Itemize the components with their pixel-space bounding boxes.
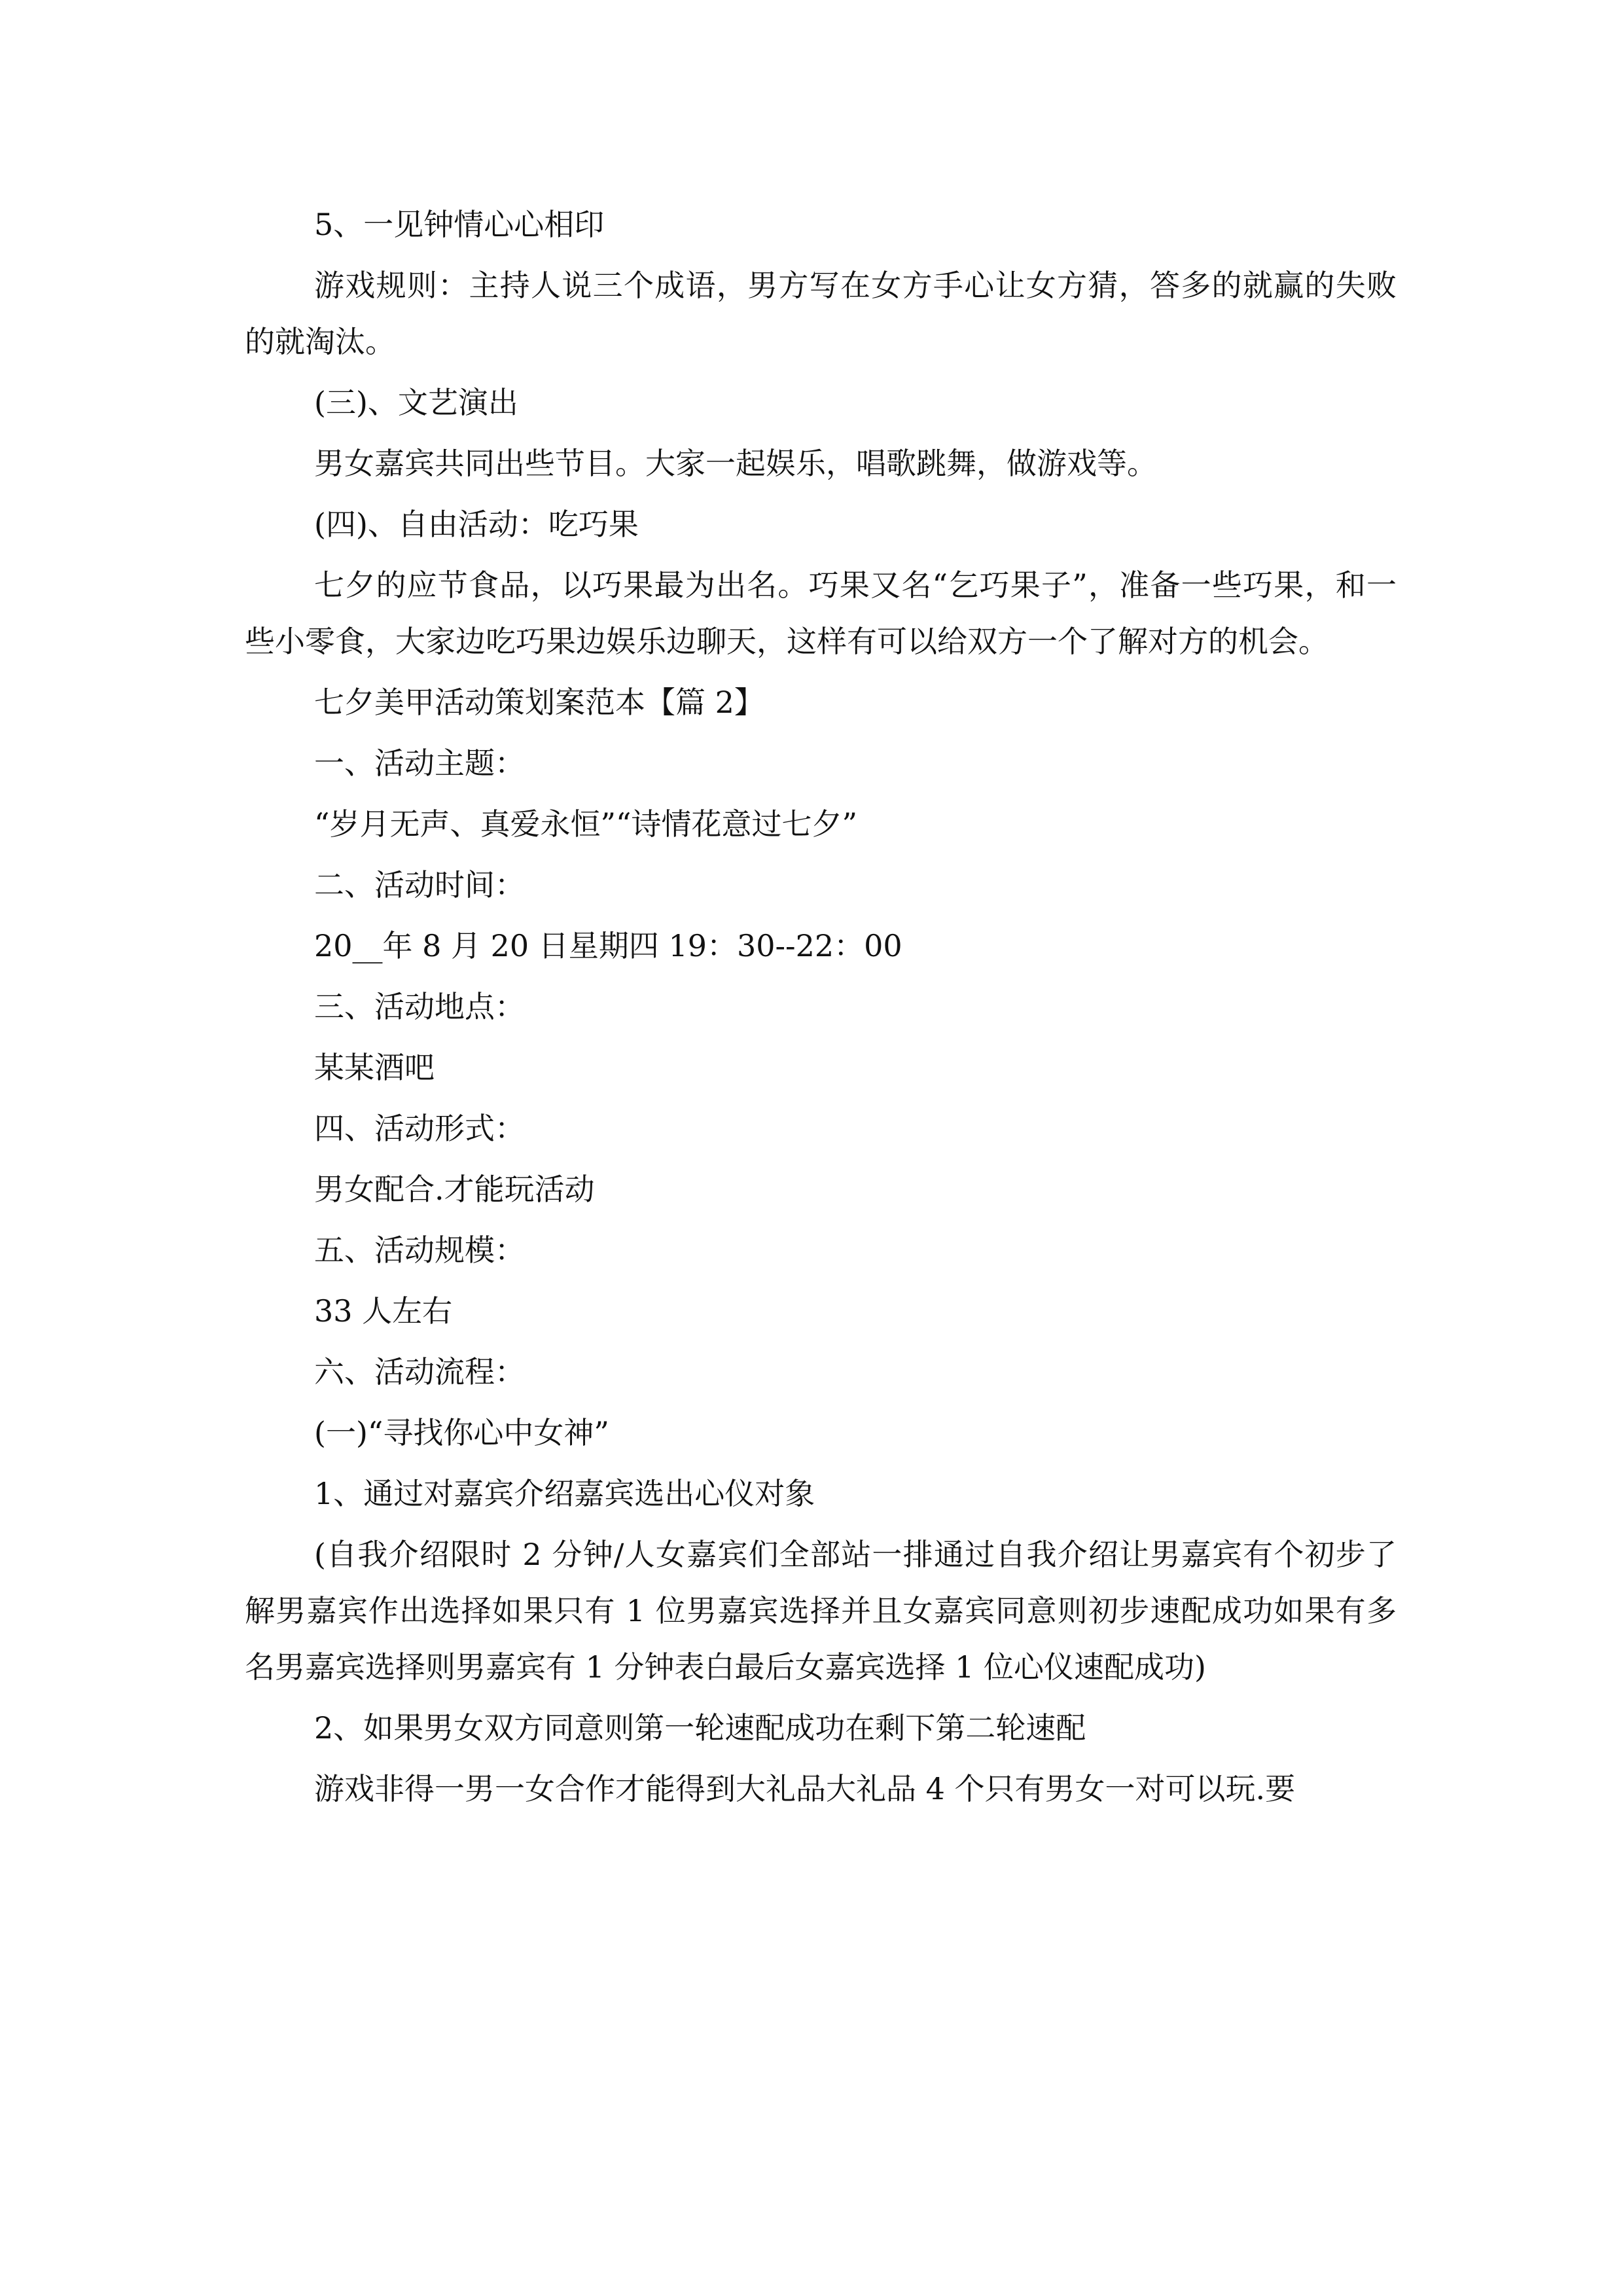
paragraph-performance-text: 男女嘉宾共同出些节目。大家一起娱乐，唱歌跳舞，做游戏等。 [314, 446, 1157, 481]
paragraph-time-text: 20__年 8 月 20 日星期四 19：30--22：00 [314, 928, 902, 963]
paragraph-location-text: 某某酒吧 [314, 1050, 435, 1085]
paragraph-heading-format: 四、活动形式： [314, 1111, 525, 1146]
paragraph-theme-text: “岁月无声、真爱永恒”“诗情花意过七夕” [314, 806, 858, 842]
paragraph-heading-time: 二、活动时间： [314, 867, 525, 903]
paragraph-heading-process: 六、活动流程： [314, 1354, 525, 1390]
paragraph-game-rules: 游戏规则：主持人说三个成语，男方写在女方手心让女方猜，答多的就赢的失败的就淘汰。 [245, 268, 1397, 359]
paragraph-format-text: 男女配合.才能玩活动 [314, 1172, 595, 1207]
paragraph-scale-text: 33 人左右 [314, 1293, 453, 1329]
paragraph-free-activity-text: 七夕的应节食品，以巧果最为出名。巧果又名“乞巧果子”，准备一些巧果，和一些小零食，大家边吃巧果边娱乐边聊天，这样有可以给双方一个了解对方的机会。 [245, 567, 1397, 659]
document-body [245, 196, 1397, 1821]
paragraph-heading-theme: 一、活动主题： [314, 745, 525, 781]
paragraph-game-title: 5、一见钟情心心相印 [314, 207, 605, 242]
paragraph-process-item-2-detail: 游戏非得一男一女合作才能得到大礼品大礼品 4 个只有男女一对可以玩.要 [314, 1771, 1296, 1806]
paragraph-article-2-title: 七夕美甲活动策划案范本【篇 2】 [314, 685, 764, 720]
paragraph-section-free-activity: (四)、自由活动：吃巧果 [314, 507, 639, 542]
paragraph-heading-location: 三、活动地点： [314, 989, 525, 1024]
paragraph-heading-scale: 五、活动规模： [314, 1232, 525, 1268]
paragraph-process-item-1: 1、通过对嘉宾介绍嘉宾选出心仪对象 [314, 1476, 815, 1511]
paragraph-process-item-1-detail: (自我介绍限时 2 分钟/人女嘉宾们全部站一排通过自我介绍让男嘉宾有个初步了解男嘉宾作出选择如果只有 1 位男嘉宾选择并且女嘉宾同意则初步速配成功如果有多名男嘉宾选择则男嘉宾有 1 分钟表白最后女嘉宾选择 1 位心仪速配成功) [245, 1537, 1397, 1685]
paragraph-section-performance: (三)、文艺演出 [314, 385, 518, 420]
paragraph-process-step-1: (一)“寻找你心中女神” [314, 1415, 609, 1450]
paragraph-process-item-2: 2、如果男女双方同意则第一轮速配成功在剩下第二轮速配 [314, 1710, 1086, 1746]
